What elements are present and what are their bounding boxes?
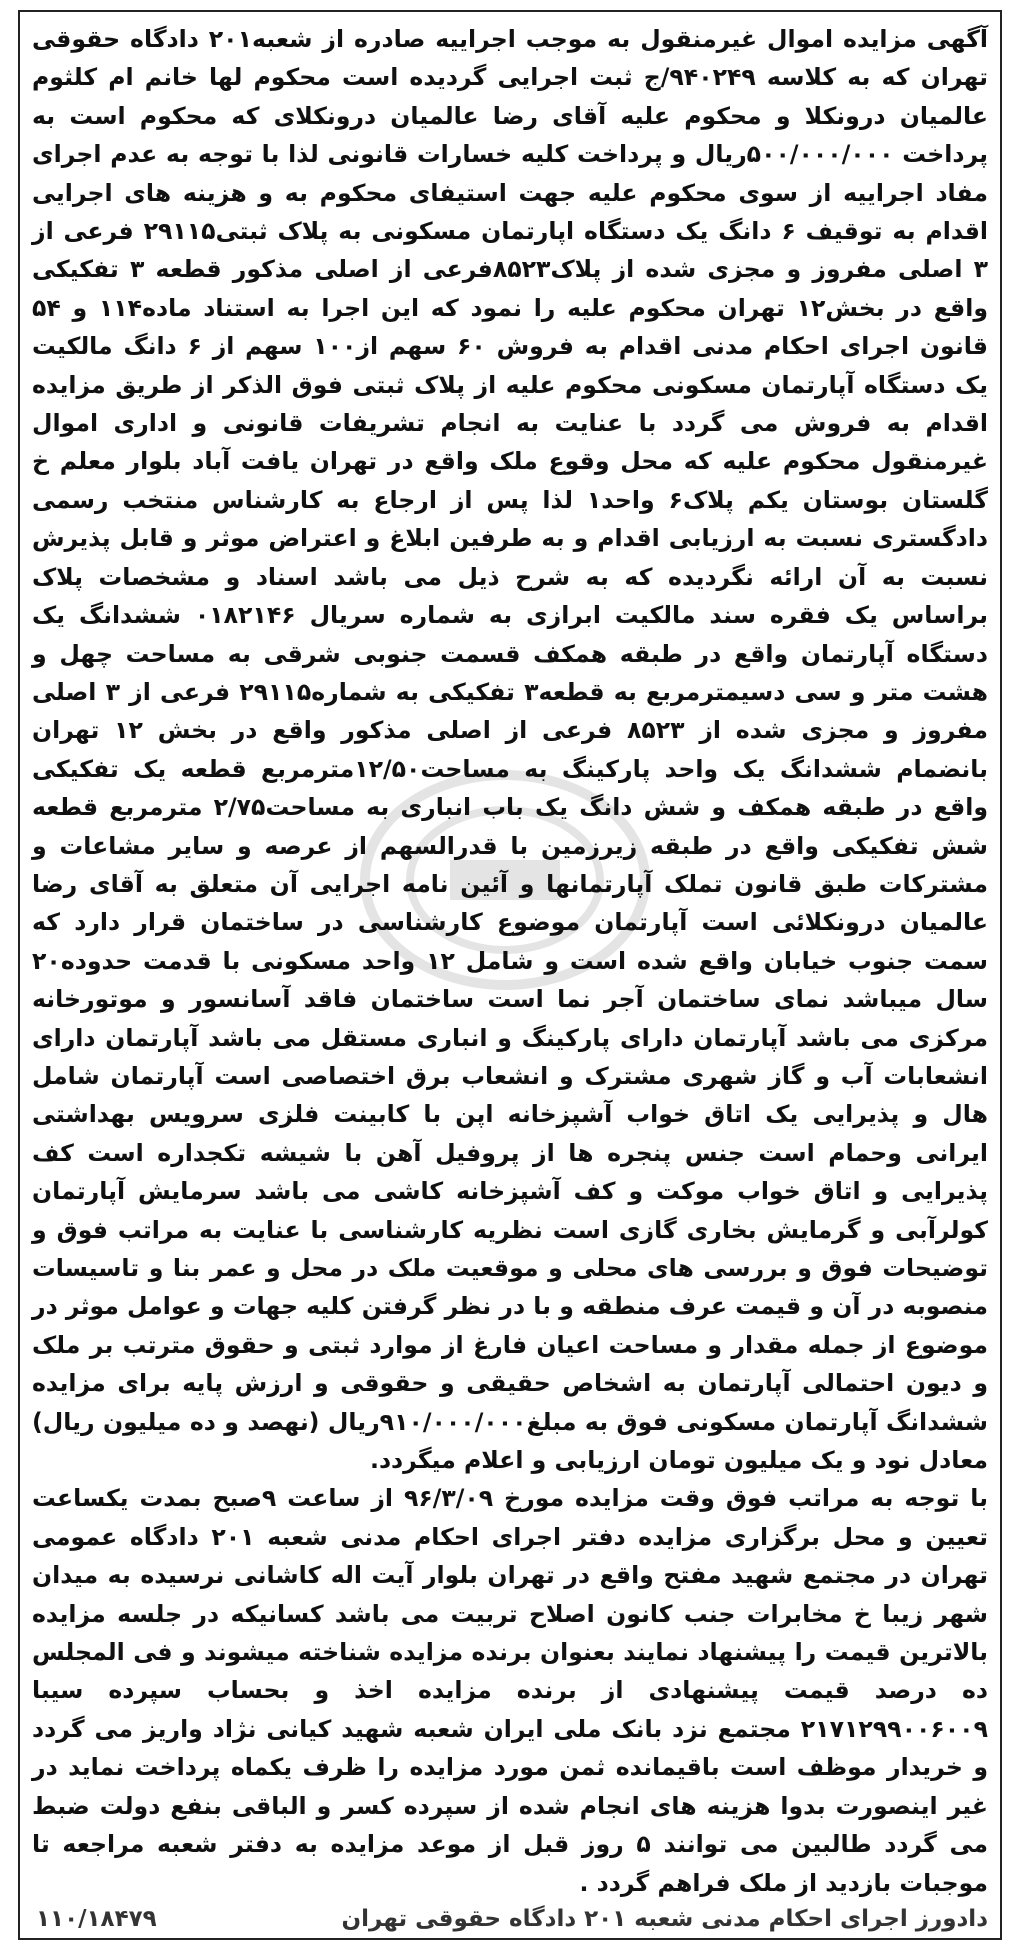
notice-paragraph-1: آگهی مزایده اموال غیرمنقول به موجب اجراییه صادره از شعبه۲۰۱ دادگاه حقوقی تهران که به کلاسه ۹۴۰۲۴۹/ج ثبت اجرایی گردیده است محکوم لها خانم ام کلثوم عالمیان درونکلا و محکوم علیه آقای رضا عالمیان درونکلای که محکوم است به پرداخت ۵۰۰/۰۰۰/۰۰۰ریال و پرداخت کلیه خسارات قانونی لذا با توجه به عدم اجرای مفاد اجراییه از سوی محکوم علیه جهت استیفای محکوم به و هزینه های اجرایی اقدام به توقیف ۶ دانگ یک دستگاه اپارتمان مسکونی به پلاک ثبتی۲۹۱۱۵ فرعی از ۳ اصلی مفروز و مجزی شده از پلاک۸۵۲۳فرعی از اصلی مذکور قطعه ۳ تفکیکی واقع در بخش۱۲ تهران محکوم علیه را نمود که این اجرا به استناد ماده۱۱۴ و ۵۴ قانون اجرای احکام مدنی اقدام به فروش ۶۰ سهم از۱۰۰ سهم از ۶ دانگ مالکیت یک دستگاه آپارتمان مسکونی محکوم علیه از پلاک ثبتی فوق الذکر از طریق مزایده اقدام به فروش می گردد با عنایت به انجام تشریفات قانونی و اداری اموال غیرمنقول محکوم علیه که محل وقوع ملک واقع در تهران یافت آباد بلوار معلم خ گلستان بوستان یکم پلاک۶ واحد۱ لذا پس از ارجاع به کارشناس منتخب رسمی دادگستری نسبت به ارزیابی اقدام و به طرفین ابلاغ و اعتراض موثر و قابل پذیرش نسبت به آن ارائه نگردیده که به شرح ذیل می باشد اسناد و مشخصات پلاک براساس یک فقره سند مالکیت ابرازی به شماره سریال ۰۱۸۲۱۴۶ ششدانگ یک دستگاه آپارتمان واقع در طبقه همکف قسمت جنوبی شرقی به مساحت چهل و هشت متر و سی دسیمترمربع به قطعه۳ تفکیکی به شماره۲۹۱۱۵ فرعی از ۳ اصلی مفروز و مجزی شده از ۸۵۲۳ فرعی از اصلی مذکور واقع در بخش ۱۲ تهران بانضمام ششدانگ یک واحد پارکینگ به مساحت۱۲/۵۰مترمربع قطعه یک تفکیکی واقع در طبقه همکف و شش دانگ یک باب انباری به مساحت۲/۷۵ مترمربع قطعه شش تفکیکی واقع در طبقه زیرزمین با قدرالسهم از عرصه و سایر مشاعات و مشترکات طبق قانون تملک آپارتمانها و آئین نامه اجرایی آن متعلق به آقای رضا عالمیان درونکلائی است آپارتمان موضوع کارشناسی در ساختمان قرار دارد که سمت جنوب خیابان واقع شده است و شامل ۱۲ واحد مسکونی با قدمت حدوده۲۰ سال میباشد نمای ساختمان آجر نما است ساختمان فاقد آسانسور و موتورخانه مرکزی می باشد آپارتمان دارای پارکینگ و انباری مستقل می باشد آپارتمان دارای انشعابات آب و گاز شهری مشترک و انشعاب برق اختصاصی است آپارتمان شامل هال و پذیرایی یک اتاق خواب آشپزخانه اپن با کابینت فلزی سرویس بهداشتی ایرانی وحمام است جنس پنجره ها از پروفیل آهن با شیشه تکجداره است کف پذیرایی و اتاق خواب موکت و کف آشپزخانه کاشی می باشد سرمایش آپارتمان کولرآبی و گرمایش بخاری گازی است نظریه کارشناسی با عنایت به مراتب فوق و توضیحات فوق و بررسی های محلی و موقعیت ملک در محل و عمر بنا و تاسیسات منصوبه در آن و قیمت عرف منطقه و با در نظر گرفتن کلیه جهات و عوامل موثر در موضوع از جمله مقدار و مساحت اعیان فارغ از موارد ثبتی و حقوق مترتب بر ملک و دیون احتمالی آپارتمان به اشخاص حقیقی و حقوقی و ارزش پایه برای مزایده ششدانگ آپارتمان مسکونی فوق به مبلغ۹۱۰/۰۰۰/۰۰۰ریال (نهصد و ده میلیون ریال) معادل نود و یک میلیون تومان ارزیابی و اعلام میگردد. [32, 25, 989, 1475]
auction-notice [18, 10, 1002, 1940]
notice-reference-code: ۱۱۰/۱۸۴۷۹ [36, 1905, 157, 1932]
notice-paragraph-2: با توجه به مراتب فوق وقت مزایده مورخ ۹۶/۳/۰۹ از ساعت ۹صبح بمدت یکساعت تعیین و محل برگزاری مزایده دفتر اجرای احکام مدنی شعبه ۲۰۱ دادگاه عمومی تهران در مجتمع شهید مفتح واقع در تهران بلوار آیت اله کاشانی نرسیده به میدان شهر زیبا خ مخابرات جنب کانون اصلاح تربیت می باشد کسانیکه در جلسه مزایده بالاترین قیمت را پیشنهاد نمایند بعنوان برنده مزایده شناخته میشوند و فی المجلس ده درصد قیمت پیشنهادی از برنده مزایده اخذ و بحساب سپرده سیبا ۲۱۷۱۲۹۹۰۰۶۰۰۹ مجتمع نزد بانک ملی ایران شعبه شهید کیانی نژاد واریز می گردد و خریدار موظف است باقیمانده ثمن مورد مزایده را ظرف یکماه پرداخت نماید در غیر اینصورت بدوا هزینه های انجام شده از سپرده کسر و الباقی بنفع دولت ضبط می گردد طالبین می توانند ۵ روز قبل از موعد مزایده به دفتر شعبه مراجعه تا موجبات بازدید از ملک فراهم گردد . [32, 1484, 988, 1897]
notice-signature: دادورز اجرای احکام مدنی شعبه ۲۰۱ دادگاه حقوقی تهران [341, 1905, 988, 1932]
notice-footer [32, 1906, 988, 1932]
notice-body [32, 20, 988, 1902]
